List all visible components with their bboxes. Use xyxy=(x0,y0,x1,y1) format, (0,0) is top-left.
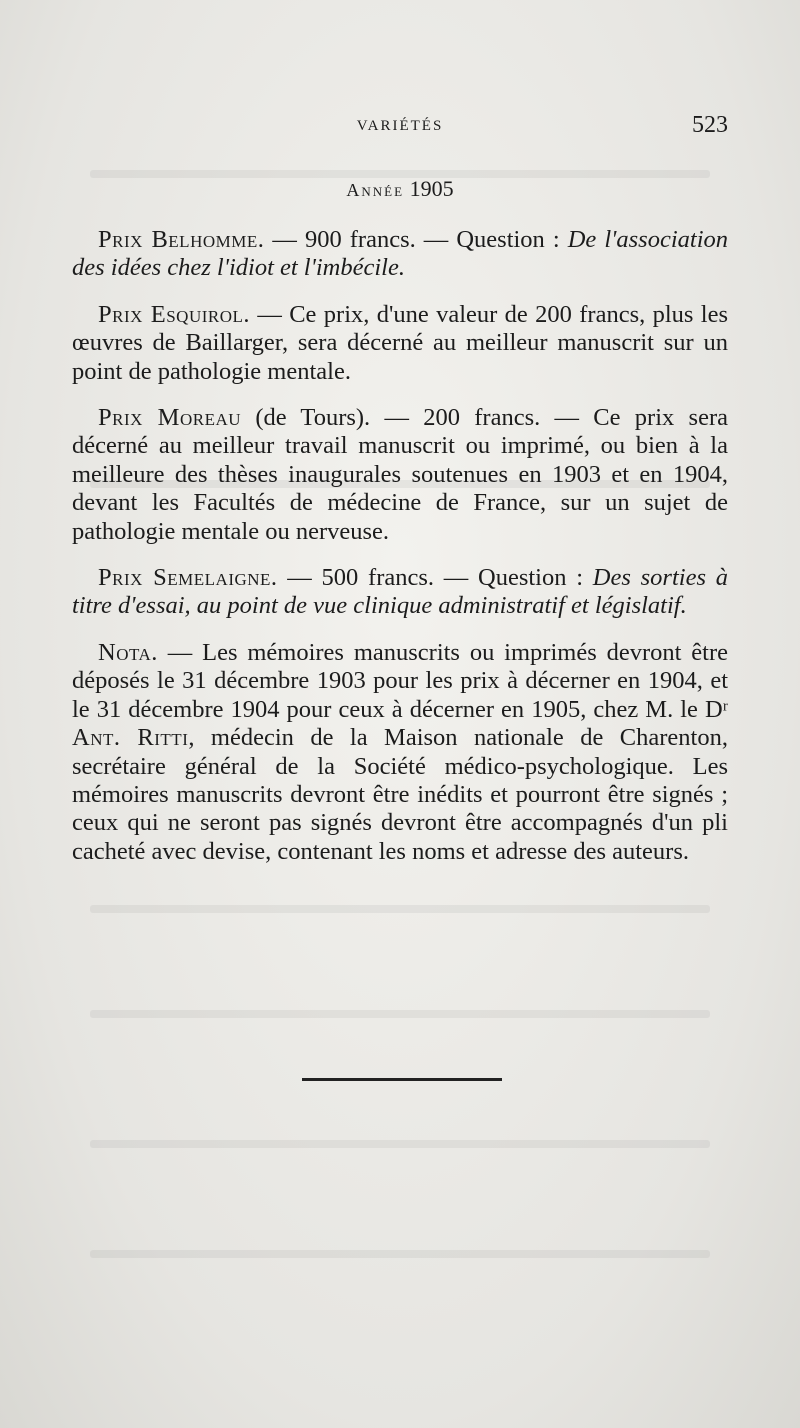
prize-question: Des sorties à titre d'essai, au point de vue clinique administratif et législatif. xyxy=(72,564,728,620)
prize-esquirol-paragraph xyxy=(72,301,728,386)
bleed-through-shadow xyxy=(90,1140,710,1148)
prize-name: Prix Belhomme. xyxy=(98,226,265,253)
bleed-through-shadow xyxy=(90,1010,710,1018)
running-title: VARIÉTÉS xyxy=(356,118,444,134)
secretary-name: Ant. Ritti xyxy=(72,724,189,752)
prize-description: — 900 francs. — Question : xyxy=(264,226,568,253)
page-number: 523 xyxy=(692,112,728,138)
year-heading xyxy=(0,176,800,202)
nota-text: — Les mémoires manuscrits ou imprimés devront être déposés le 31 décembre 1903 pour les prix à décerner en 1904, et le 31 décembre 1904 pour ceux à décerner en 1905, chez M. le Dʳ xyxy=(72,638,728,723)
running-head xyxy=(72,112,728,146)
prize-question: De l'association des idées chez l'idiot et l'imbécile. xyxy=(72,226,728,282)
prize-name: Prix Moreau xyxy=(98,404,242,432)
prize-name: Prix Esquirol. xyxy=(98,300,251,328)
prize-description: — 500 francs. — Question : xyxy=(277,564,593,592)
prize-belhomme-paragraph xyxy=(72,226,728,283)
prize-semelaigne-paragraph xyxy=(72,564,728,621)
nota-label: Nota. xyxy=(98,638,158,666)
year-heading-label: Année xyxy=(346,180,405,200)
prize-moreau-paragraph xyxy=(72,404,728,546)
nota-paragraph xyxy=(72,639,728,866)
prize-description: (de Tours). — 200 francs. — Ce prix sera décerné au meilleur travail manuscrit ou imprimé, ou bien à la meilleure des thèses inaugurales soutenues en 1903 et en 1904, devant les Facultés de médecine de France, sur un sujet de pathologie mentale ou nerveuse. xyxy=(72,404,728,545)
bleed-through-shadow xyxy=(90,905,710,913)
body-text xyxy=(72,226,728,884)
year-heading-year: 1905 xyxy=(409,176,454,201)
section-end-rule xyxy=(302,1078,502,1081)
nota-text-continued: , médecin de la Maison nationale de Charenton, secrétaire général de la Société médico-psychologique. Les mémoires manuscrits devront être inédits et pourront être signés ; ceux qui ne seront pas signés devront être accompagnés d'un pli cacheté avec devise, contenant les noms et adresse des auteurs. xyxy=(72,724,728,865)
prize-name: Prix Semelaigne. xyxy=(98,564,278,592)
prize-description: — Ce prix, d'une valeur de 200 francs, plus les œuvres de Baillarger, sera décerné au meilleur manuscrit sur un point de pathologie mentale. xyxy=(72,300,728,385)
bleed-through-shadow xyxy=(90,1250,710,1258)
